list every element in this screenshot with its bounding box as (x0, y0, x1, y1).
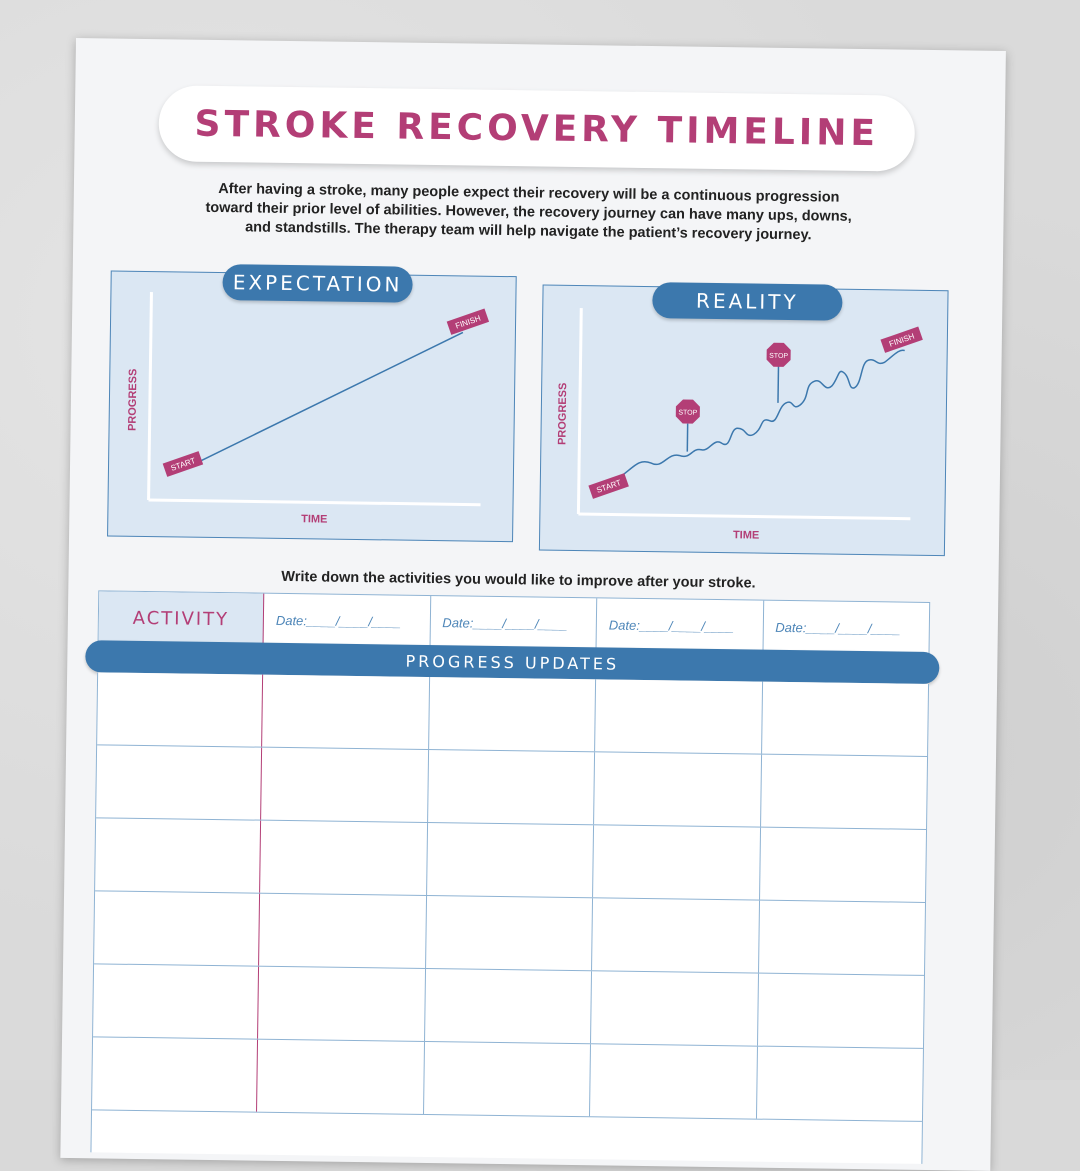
activity-cell[interactable] (93, 964, 259, 1038)
progress-cell[interactable] (595, 679, 762, 753)
expectation-ylabel: PROGRESS (127, 369, 140, 432)
expectation-finish-tag (447, 308, 489, 334)
table-row (95, 818, 926, 903)
progress-cell[interactable] (428, 750, 595, 824)
expectation-x-axis (149, 500, 481, 505)
stop-sign-1 (676, 399, 700, 423)
activity-cell[interactable] (97, 672, 263, 746)
expectation-label: EXPECTATION (233, 270, 403, 296)
reality-chart-svg (540, 286, 948, 556)
progress-cell[interactable] (591, 971, 758, 1045)
progress-updates-label: PROGRESS UPDATES (405, 651, 619, 673)
reality-label: REALITY (696, 289, 799, 314)
activity-cell[interactable] (95, 818, 261, 892)
progress-cell[interactable] (762, 682, 928, 756)
activities-prompt: Write down the activities you would like to improve after your stroke. (268, 569, 768, 592)
progress-cell[interactable] (426, 896, 593, 970)
activity-header: ACTIVITY (99, 591, 265, 645)
expectation-y-axis (149, 292, 152, 500)
intro-text: After having a stroke, many people expect their recovery will be a continuous progression toward their prior level of abilities. However, the recovery journey can have many ups, downs, and standstills. The therapy team will help navigate the patient’s recovery journey. (193, 180, 864, 246)
progress-cell[interactable] (594, 752, 761, 826)
expectation-start-tag (163, 451, 203, 477)
title-banner (158, 85, 915, 172)
progress-cell[interactable] (592, 898, 759, 972)
date-field-2[interactable]: Date:____/____/____ (430, 596, 597, 650)
progress-cell[interactable] (429, 677, 596, 751)
reality-chart (539, 285, 949, 557)
reality-finish-text: FINISH (888, 332, 916, 349)
reality-y-axis (578, 308, 581, 514)
expectation-chart (107, 271, 517, 543)
reality-label-pill (652, 282, 842, 321)
expectation-finish-text: FINISH (454, 313, 482, 330)
date-field-3[interactable]: Date:____/____/____ (597, 598, 764, 652)
page-title: STROKE RECOVERY TIMELINE (194, 103, 879, 154)
stop-sign-1-text: STOP (678, 409, 697, 416)
progress-cell[interactable] (261, 748, 428, 822)
progress-cell[interactable] (259, 894, 426, 968)
expectation-chart-svg (108, 272, 516, 542)
reality-finish-tag (880, 327, 922, 353)
progress-cell[interactable] (760, 828, 926, 902)
table-row (97, 672, 928, 757)
progress-cell[interactable] (590, 1044, 757, 1118)
progress-cell[interactable] (260, 821, 427, 895)
expectation-xlabel: TIME (301, 513, 327, 525)
expectation-label-pill (222, 264, 412, 303)
progress-cell[interactable] (425, 969, 592, 1043)
progress-cell[interactable] (759, 901, 925, 975)
expectation-start-text: START (170, 456, 197, 473)
progress-cell[interactable] (756, 1047, 922, 1121)
reality-xlabel: TIME (733, 529, 759, 541)
reality-start-text: START (595, 478, 622, 495)
worksheet-page (60, 38, 1006, 1171)
stop-sign-2 (766, 343, 790, 367)
reality-progress-line (611, 346, 905, 486)
progress-cell[interactable] (593, 825, 760, 899)
stop-post-2 (778, 365, 779, 403)
activity-cell[interactable] (94, 891, 260, 965)
progress-cell[interactable] (427, 823, 594, 897)
expectation-progress-line (185, 329, 463, 473)
reality-ylabel: PROGRESS (556, 383, 569, 446)
progress-cell[interactable] (757, 974, 923, 1048)
activity-cell[interactable] (92, 1037, 258, 1111)
date-field-4[interactable]: Date:____/____/____ (763, 601, 929, 655)
progress-cell[interactable] (761, 755, 927, 829)
table-row (96, 745, 927, 830)
table-row (94, 891, 925, 976)
activity-cell[interactable] (96, 745, 262, 819)
progress-cell[interactable] (257, 1040, 424, 1114)
reality-x-axis (578, 514, 910, 519)
stop-sign-2-text: STOP (769, 353, 788, 360)
table-row (93, 964, 924, 1049)
date-field-1[interactable]: Date:____/____/____ (264, 594, 431, 648)
progress-cell[interactable] (262, 675, 429, 749)
progress-cell[interactable] (258, 967, 425, 1041)
activity-grid (90, 672, 929, 1164)
reality-start-tag (588, 473, 628, 499)
progress-cell[interactable] (424, 1042, 591, 1116)
